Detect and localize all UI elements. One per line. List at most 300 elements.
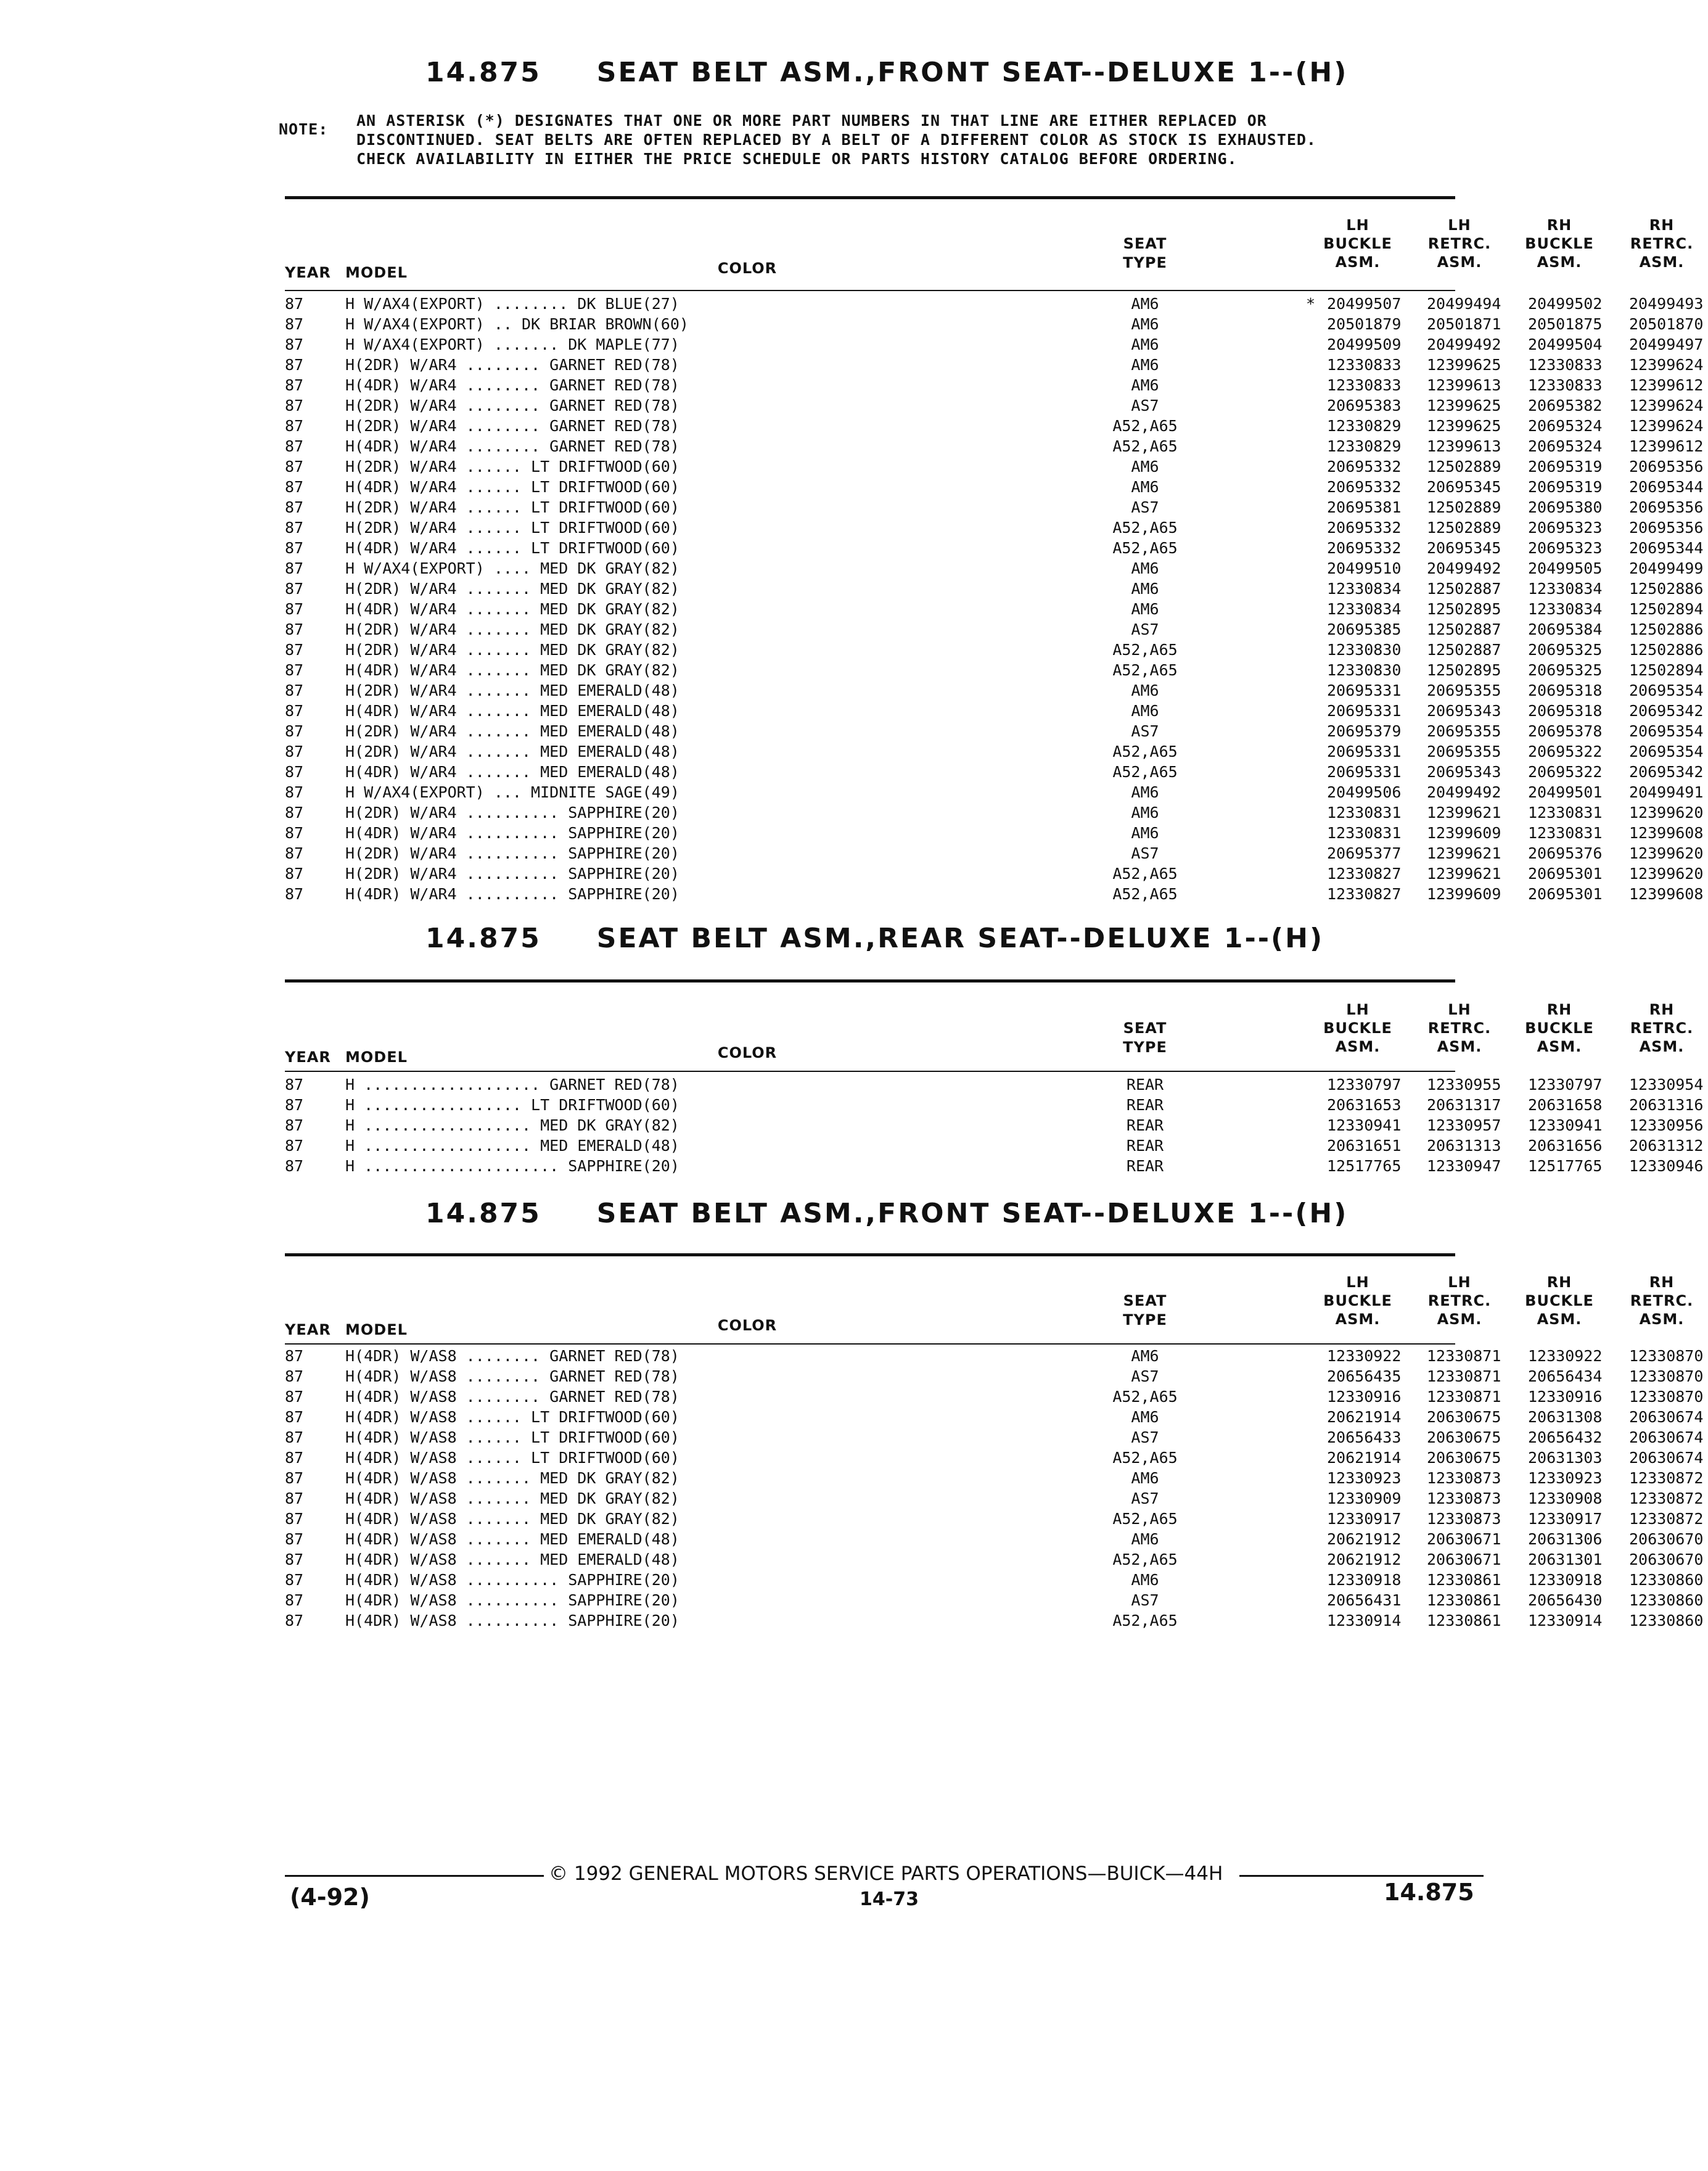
dot-leader: ....... bbox=[456, 1551, 541, 1568]
col-header-rh-retrc: RETRC. bbox=[1630, 1020, 1694, 1037]
rh-retrc-part: 20499499 bbox=[1629, 559, 1704, 577]
rh-retrc-part: 20499497 bbox=[1629, 336, 1704, 353]
seat-type-cell: AS7 bbox=[1131, 1591, 1159, 1609]
model-cell: H(4DR) W/AS8 bbox=[345, 1530, 457, 1548]
lh-retrc-part: 12502887 bbox=[1427, 580, 1501, 598]
model-cell: H bbox=[345, 1157, 355, 1175]
rh-retrc-part: 12502886 bbox=[1629, 580, 1704, 598]
dot-leader: ........ bbox=[456, 376, 550, 394]
year-cell: 87 bbox=[285, 315, 304, 333]
table-row bbox=[285, 580, 1704, 600]
color-cell: GARNET RED(78) bbox=[549, 1076, 680, 1094]
model-cell: H(2DR) W/AR4 bbox=[345, 722, 457, 740]
lh-buckle-part: 20695331 bbox=[1327, 702, 1402, 720]
model-cell: H(4DR) W/AS8 bbox=[345, 1571, 457, 1589]
year-cell: 87 bbox=[285, 397, 304, 414]
rh-retrc-part: 12330872 bbox=[1629, 1489, 1704, 1507]
year-cell: 87 bbox=[285, 865, 304, 883]
color-cell: MED DK GRAY(82) bbox=[540, 580, 680, 598]
lh-buckle-part: 12330923 bbox=[1327, 1469, 1402, 1487]
col-header-model: MODEL bbox=[345, 264, 408, 281]
color-cell: MED EMERALD(48) bbox=[540, 682, 680, 699]
rh-buckle-part: 12330831 bbox=[1528, 824, 1603, 842]
section-number: 14.875 bbox=[425, 57, 541, 88]
table-row bbox=[285, 539, 1704, 559]
model-color-cell bbox=[345, 1489, 1048, 1507]
lh-buckle-part: 20695377 bbox=[1327, 844, 1402, 862]
dot-leader: ...... bbox=[456, 498, 532, 516]
lh-retrc-part: 12502895 bbox=[1427, 600, 1501, 618]
lh-buckle-part: 12330833 bbox=[1327, 356, 1402, 374]
section-title-2 bbox=[425, 923, 1324, 954]
seat-type-cell: AM6 bbox=[1131, 478, 1159, 496]
seat-type-cell: AM6 bbox=[1131, 1530, 1159, 1548]
color-cell: LT DRIFTWOOD(60) bbox=[531, 458, 680, 476]
model-cell: H(2DR) W/AR4 bbox=[345, 844, 457, 862]
rh-retrc-part: 12502886 bbox=[1629, 620, 1704, 638]
col-header-seat: SEAT bbox=[1123, 1292, 1167, 1309]
year-cell: 87 bbox=[285, 458, 304, 476]
year-cell: 87 bbox=[285, 763, 304, 781]
asterisk-mark: * bbox=[1306, 295, 1316, 313]
rh-retrc-part: 20499493 bbox=[1629, 295, 1704, 313]
note-line: CHECK AVAILABILITY IN EITHER THE PRICE SCHEDULE OR PARTS HISTORY CATALOG BEFORE ORDERING. bbox=[356, 150, 1238, 168]
table-row bbox=[285, 1571, 1704, 1591]
rh-buckle-part: 20499505 bbox=[1528, 559, 1603, 577]
model-cell: H(4DR) W/AR4 bbox=[345, 702, 457, 720]
table-header bbox=[285, 210, 1694, 290]
model-cell: H(4DR) W/AS8 bbox=[345, 1388, 457, 1406]
lh-buckle-part: 12330909 bbox=[1327, 1489, 1402, 1507]
table-row bbox=[285, 336, 1704, 356]
footer-section-number: 14.875 bbox=[1384, 1879, 1474, 1906]
seat-type-cell: REAR bbox=[1126, 1076, 1164, 1094]
model-cell: H bbox=[345, 1076, 355, 1094]
footer-date: (4-92) bbox=[290, 1884, 370, 1911]
lh-buckle-part: 20695383 bbox=[1327, 397, 1402, 414]
rh-buckle-part: 20695324 bbox=[1528, 437, 1603, 455]
rh-buckle-part: 20631301 bbox=[1528, 1551, 1603, 1568]
lh-buckle-part: 20499506 bbox=[1327, 783, 1402, 801]
model-cell: H(4DR) W/AS8 bbox=[345, 1428, 457, 1446]
color-cell: MED EMERALD(48) bbox=[540, 1137, 680, 1155]
lh-buckle-part: 20695331 bbox=[1327, 743, 1402, 760]
seat-type-cell: AM6 bbox=[1131, 702, 1159, 720]
rh-retrc-part: 20695344 bbox=[1629, 539, 1704, 557]
year-cell: 87 bbox=[285, 1551, 304, 1568]
lh-buckle-part: 20695332 bbox=[1327, 539, 1402, 557]
dot-leader: ........ bbox=[456, 1367, 550, 1385]
year-cell: 87 bbox=[285, 1408, 304, 1426]
rh-buckle-part: 20695301 bbox=[1528, 885, 1603, 903]
color-cell: SAPPHIRE(20) bbox=[568, 885, 680, 903]
lh-retrc-part: 12330861 bbox=[1427, 1612, 1501, 1629]
rh-retrc-part: 12330870 bbox=[1629, 1388, 1704, 1406]
table-row bbox=[285, 356, 1704, 376]
lh-retrc-part: 20501871 bbox=[1427, 315, 1501, 333]
year-cell: 87 bbox=[285, 1157, 304, 1175]
lh-retrc-part: 20499492 bbox=[1427, 559, 1501, 577]
rh-retrc-part: 20631316 bbox=[1629, 1096, 1704, 1114]
color-cell: GARNET RED(78) bbox=[549, 397, 680, 414]
col-header-rh-retrc: ASM. bbox=[1639, 1311, 1685, 1328]
col-header-rh-buckle: RH bbox=[1546, 1274, 1572, 1291]
seat-type-cell: AM6 bbox=[1131, 315, 1159, 333]
table-row bbox=[285, 1469, 1704, 1489]
color-cell: SAPPHIRE(20) bbox=[568, 1591, 680, 1609]
lh-retrc-part: 20631317 bbox=[1427, 1096, 1501, 1114]
col-header-type: TYPE bbox=[1123, 1311, 1167, 1329]
rh-retrc-part: 20695354 bbox=[1629, 682, 1704, 699]
model-color-cell bbox=[345, 295, 1048, 313]
rh-retrc-part: 12399624 bbox=[1629, 417, 1704, 435]
rh-buckle-part: 20695301 bbox=[1528, 865, 1603, 883]
seat-type-cell: AS7 bbox=[1131, 397, 1159, 414]
model-cell: H(4DR) W/AR4 bbox=[345, 600, 457, 618]
model-cell: H W/AX4(EXPORT) bbox=[345, 559, 485, 577]
lh-buckle-part: 12330917 bbox=[1327, 1510, 1402, 1528]
seat-type-cell: AM6 bbox=[1131, 1347, 1159, 1365]
lh-retrc-part: 12502895 bbox=[1427, 661, 1501, 679]
rh-buckle-part: 20631306 bbox=[1528, 1530, 1603, 1548]
model-color-cell bbox=[345, 722, 1048, 740]
model-cell: H(4DR) W/AR4 bbox=[345, 376, 457, 394]
lh-buckle-part: 12330830 bbox=[1327, 641, 1402, 659]
year-cell: 87 bbox=[285, 1489, 304, 1507]
dot-leader: ....... bbox=[456, 682, 541, 699]
model-cell: H(4DR) W/AS8 bbox=[345, 1551, 457, 1568]
rh-retrc-part: 12399612 bbox=[1629, 376, 1704, 394]
model-color-cell bbox=[345, 1551, 1048, 1568]
note bbox=[279, 111, 1450, 168]
seat-type-cell: A52,A65 bbox=[1112, 885, 1178, 903]
rh-retrc-part: 20630674 bbox=[1629, 1408, 1704, 1426]
dot-leader: .......... bbox=[456, 804, 569, 822]
seat-type-cell: AM6 bbox=[1131, 356, 1159, 374]
model-cell: H(4DR) W/AS8 bbox=[345, 1347, 457, 1365]
rh-retrc-part: 12330954 bbox=[1629, 1076, 1704, 1094]
rh-buckle-part: 20695378 bbox=[1528, 722, 1603, 740]
lh-retrc-part: 12502889 bbox=[1427, 519, 1501, 537]
model-color-cell bbox=[345, 1530, 1048, 1548]
table-row bbox=[285, 620, 1704, 641]
rh-buckle-part: 20695323 bbox=[1528, 539, 1603, 557]
col-header-year: YEAR bbox=[285, 264, 331, 281]
model-cell: H(4DR) W/AS8 bbox=[345, 1612, 457, 1629]
rh-buckle-part: 20695319 bbox=[1528, 458, 1603, 476]
seat-type-cell: AS7 bbox=[1131, 1489, 1159, 1507]
col-header-type: TYPE bbox=[1123, 254, 1167, 271]
year-cell: 87 bbox=[285, 661, 304, 679]
year-cell: 87 bbox=[285, 1137, 304, 1155]
color-cell: GARNET RED(78) bbox=[549, 1388, 680, 1406]
lh-buckle-part: 20499507 bbox=[1327, 295, 1402, 313]
rh-retrc-part: 20630674 bbox=[1629, 1428, 1704, 1446]
dot-leader: .......... bbox=[456, 1571, 569, 1589]
dot-leader: .......... bbox=[456, 885, 569, 903]
lh-buckle-part: 20695332 bbox=[1327, 458, 1402, 476]
lh-retrc-part: 20695355 bbox=[1427, 722, 1501, 740]
color-cell: MED DK GRAY(82) bbox=[540, 1489, 680, 1507]
color-cell: GARNET RED(78) bbox=[549, 437, 680, 455]
rh-retrc-part: 12399620 bbox=[1629, 844, 1704, 862]
seat-type-cell: AM6 bbox=[1131, 783, 1159, 801]
divider bbox=[285, 979, 1455, 983]
dot-leader: ...... bbox=[456, 1449, 532, 1467]
model-color-cell bbox=[345, 498, 1048, 516]
year-cell: 87 bbox=[285, 1367, 304, 1385]
lh-retrc-part: 12399613 bbox=[1427, 376, 1501, 394]
dot-leader: ....... bbox=[456, 1469, 541, 1487]
note-line: AN ASTERISK (*) DESIGNATES THAT ONE OR MORE PART NUMBERS IN THAT LINE ARE EITHER REPLACED OR bbox=[356, 112, 1267, 130]
color-cell: SAPPHIRE(20) bbox=[568, 804, 680, 822]
table-row bbox=[285, 600, 1704, 620]
table-row bbox=[285, 1157, 1704, 1177]
model-color-cell bbox=[345, 1137, 1048, 1155]
dot-leader: ....... bbox=[456, 661, 541, 679]
model-color-cell bbox=[345, 1571, 1048, 1589]
year-cell: 87 bbox=[285, 743, 304, 760]
model-color-cell bbox=[345, 437, 1048, 455]
color-cell: MED DK GRAY(82) bbox=[540, 600, 680, 618]
table-row bbox=[285, 1388, 1704, 1408]
model-color-cell bbox=[345, 519, 1048, 537]
model-cell: H(2DR) W/AR4 bbox=[345, 397, 457, 414]
color-cell: MED DK GRAY(82) bbox=[540, 1469, 680, 1487]
lh-buckle-part: 20695385 bbox=[1327, 620, 1402, 638]
rh-buckle-part: 12330834 bbox=[1528, 600, 1603, 618]
col-header-year: YEAR bbox=[285, 1321, 331, 1338]
seat-type-cell: A52,A65 bbox=[1112, 763, 1178, 781]
color-cell: SAPPHIRE(20) bbox=[568, 824, 680, 842]
model-color-cell bbox=[345, 580, 1048, 598]
rh-retrc-part: 20501870 bbox=[1629, 315, 1704, 333]
color-cell: DK MAPLE(77) bbox=[568, 336, 680, 353]
seat-type-cell: AM6 bbox=[1131, 600, 1159, 618]
col-header-rh-buckle: BUCKLE bbox=[1525, 235, 1594, 252]
rh-buckle-part: 20631303 bbox=[1528, 1449, 1603, 1467]
seat-type-cell: REAR bbox=[1126, 1137, 1164, 1155]
year-cell: 87 bbox=[285, 1116, 304, 1134]
lh-retrc-part: 12502889 bbox=[1427, 458, 1501, 476]
col-header-model: MODEL bbox=[345, 1321, 408, 1338]
col-header-lh-retrc: ASM. bbox=[1437, 1311, 1482, 1328]
lh-retrc-part: 12330957 bbox=[1427, 1116, 1501, 1134]
rh-retrc-part: 20630674 bbox=[1629, 1449, 1704, 1467]
section-number: 14.875 bbox=[425, 1198, 541, 1229]
seat-type-cell: AM6 bbox=[1131, 804, 1159, 822]
table-row bbox=[285, 722, 1704, 743]
dot-leader: ........ bbox=[456, 397, 550, 414]
rh-buckle-part: 20695322 bbox=[1528, 763, 1603, 781]
color-cell: MED EMERALD(48) bbox=[540, 763, 680, 781]
col-header-lh-retrc: RETRC. bbox=[1427, 1292, 1492, 1309]
table-row bbox=[285, 1096, 1704, 1116]
col-header-lh-buckle: BUCKLE bbox=[1323, 1020, 1392, 1037]
lh-retrc-part: 20630671 bbox=[1427, 1551, 1501, 1568]
col-header-seat: SEAT bbox=[1123, 235, 1167, 252]
rh-buckle-part: 12330797 bbox=[1528, 1076, 1603, 1094]
table-row bbox=[285, 1116, 1704, 1137]
model-color-cell bbox=[345, 1347, 1048, 1365]
rh-retrc-part: 12330860 bbox=[1629, 1612, 1704, 1629]
divider bbox=[285, 1253, 1455, 1256]
lh-buckle-part: 20695332 bbox=[1327, 519, 1402, 537]
rh-retrc-part: 20695342 bbox=[1629, 702, 1704, 720]
dot-leader: ........ bbox=[484, 295, 578, 313]
year-cell: 87 bbox=[285, 1469, 304, 1487]
model-cell: H(2DR) W/AR4 bbox=[345, 804, 457, 822]
table-row bbox=[285, 498, 1704, 519]
model-color-cell bbox=[345, 336, 1048, 353]
model-color-cell bbox=[345, 620, 1048, 638]
color-cell: GARNET RED(78) bbox=[549, 356, 680, 374]
model-color-cell bbox=[345, 1408, 1048, 1426]
parts-table bbox=[285, 295, 1704, 905]
rh-buckle-part: 12330833 bbox=[1528, 356, 1603, 374]
lh-retrc-part: 20695345 bbox=[1427, 539, 1501, 557]
table-row bbox=[285, 437, 1704, 458]
dot-leader: .................. bbox=[355, 1137, 541, 1155]
rh-retrc-part: 20695356 bbox=[1629, 458, 1704, 476]
seat-type-cell: AM6 bbox=[1131, 336, 1159, 353]
section-title-3 bbox=[425, 1198, 1348, 1229]
rh-buckle-part: 20631656 bbox=[1528, 1137, 1603, 1155]
lh-buckle-part: 20695331 bbox=[1327, 682, 1402, 699]
table-row bbox=[285, 1347, 1704, 1367]
divider bbox=[285, 290, 1455, 291]
dot-leader: ....... bbox=[456, 641, 541, 659]
dot-leader: .......... bbox=[456, 824, 569, 842]
lh-retrc-part: 20631313 bbox=[1427, 1137, 1501, 1155]
year-cell: 87 bbox=[285, 1510, 304, 1528]
lh-buckle-part: 20656433 bbox=[1327, 1428, 1402, 1446]
color-cell: LT DRIFTWOOD(60) bbox=[531, 519, 680, 537]
year-cell: 87 bbox=[285, 620, 304, 638]
table-row bbox=[285, 295, 1704, 315]
seat-type-cell: AM6 bbox=[1131, 1571, 1159, 1589]
seat-type-cell: AM6 bbox=[1131, 559, 1159, 577]
rh-buckle-part: 20695318 bbox=[1528, 702, 1603, 720]
table-row bbox=[285, 702, 1704, 722]
seat-type-cell: A52,A65 bbox=[1112, 1510, 1178, 1528]
model-color-cell bbox=[345, 1469, 1048, 1487]
col-header-lh-retrc: RETRC. bbox=[1427, 1020, 1492, 1037]
col-header-rh-buckle: RH bbox=[1546, 1001, 1572, 1018]
table-row bbox=[285, 844, 1704, 865]
table-row bbox=[285, 1076, 1704, 1096]
rh-buckle-part: 12330922 bbox=[1528, 1347, 1603, 1365]
rh-retrc-part: 20630670 bbox=[1629, 1551, 1704, 1568]
table-row bbox=[285, 417, 1704, 437]
model-color-cell bbox=[345, 702, 1048, 720]
lh-retrc-part: 12330873 bbox=[1427, 1469, 1501, 1487]
color-cell: SAPPHIRE(20) bbox=[568, 1571, 680, 1589]
seat-type-cell: AS7 bbox=[1131, 1367, 1159, 1385]
dot-leader: ...... bbox=[456, 519, 532, 537]
year-cell: 87 bbox=[285, 600, 304, 618]
seat-type-cell: AS7 bbox=[1131, 498, 1159, 516]
year-cell: 87 bbox=[285, 682, 304, 699]
lh-retrc-part: 20630671 bbox=[1427, 1530, 1501, 1548]
year-cell: 87 bbox=[285, 844, 304, 862]
dot-leader: ....... bbox=[456, 620, 541, 638]
rh-buckle-part: 20501875 bbox=[1528, 315, 1603, 333]
rh-buckle-part: 20695380 bbox=[1528, 498, 1603, 516]
rh-buckle-part: 20631658 bbox=[1528, 1096, 1603, 1114]
lh-retrc-part: 20499494 bbox=[1427, 295, 1501, 313]
rh-buckle-part: 20695382 bbox=[1528, 397, 1603, 414]
table-row bbox=[285, 1510, 1704, 1530]
lh-buckle-part: 12330833 bbox=[1327, 376, 1402, 394]
seat-type-cell: A52,A65 bbox=[1112, 437, 1178, 455]
lh-retrc-part: 20695343 bbox=[1427, 702, 1501, 720]
color-cell: MED DK GRAY(82) bbox=[540, 641, 680, 659]
col-header-lh-retrc: ASM. bbox=[1437, 253, 1482, 271]
model-color-cell bbox=[345, 1612, 1048, 1629]
rh-retrc-part: 20695356 bbox=[1629, 498, 1704, 516]
model-cell: H(4DR) W/AS8 bbox=[345, 1367, 457, 1385]
year-cell: 87 bbox=[285, 437, 304, 455]
year-cell: 87 bbox=[285, 1612, 304, 1629]
col-header-lh-retrc: RETRC. bbox=[1427, 235, 1492, 252]
color-cell: DK BRIAR BROWN(60) bbox=[522, 315, 689, 333]
seat-type-cell: A52,A65 bbox=[1112, 865, 1178, 883]
rh-buckle-part: 20499504 bbox=[1528, 336, 1603, 353]
lh-buckle-part: 12517765 bbox=[1327, 1157, 1402, 1175]
col-header-lh-retrc: LH bbox=[1448, 1001, 1471, 1018]
model-cell: H(4DR) W/AS8 bbox=[345, 1408, 457, 1426]
lh-buckle-part: 12330914 bbox=[1327, 1612, 1402, 1629]
model-color-cell bbox=[345, 763, 1048, 781]
year-cell: 87 bbox=[285, 1530, 304, 1548]
footer-rule-left bbox=[285, 1875, 544, 1877]
table-row bbox=[285, 1408, 1704, 1428]
lh-buckle-part: 12330834 bbox=[1327, 580, 1402, 598]
model-cell: H(4DR) W/AR4 bbox=[345, 478, 457, 496]
footer-rule-right bbox=[1239, 1875, 1484, 1877]
divider bbox=[285, 1071, 1455, 1072]
rh-buckle-part: 20695318 bbox=[1528, 682, 1603, 699]
dot-leader: .......... bbox=[456, 1591, 569, 1609]
rh-retrc-part: 12330860 bbox=[1629, 1571, 1704, 1589]
seat-type-cell: AM6 bbox=[1131, 824, 1159, 842]
year-cell: 87 bbox=[285, 783, 304, 801]
rh-buckle-part: 20695376 bbox=[1528, 844, 1603, 862]
rh-retrc-part: 20695354 bbox=[1629, 722, 1704, 740]
col-header-lh-retrc: ASM. bbox=[1437, 1038, 1482, 1055]
table-row bbox=[285, 641, 1704, 661]
lh-retrc-part: 12330871 bbox=[1427, 1388, 1501, 1406]
model-color-cell bbox=[345, 682, 1048, 699]
model-color-cell bbox=[345, 1388, 1048, 1406]
model-cell: H(4DR) W/AS8 bbox=[345, 1449, 457, 1467]
col-header-type: TYPE bbox=[1123, 1039, 1167, 1056]
col-header-rh-buckle: BUCKLE bbox=[1525, 1020, 1594, 1037]
rh-buckle-part: 12330917 bbox=[1528, 1510, 1603, 1528]
table-row bbox=[285, 397, 1704, 417]
lh-retrc-part: 12330955 bbox=[1427, 1076, 1501, 1094]
dot-leader: ...... bbox=[456, 539, 532, 557]
table-row bbox=[285, 376, 1704, 397]
col-header-model: MODEL bbox=[345, 1048, 408, 1066]
rh-retrc-part: 12399620 bbox=[1629, 865, 1704, 883]
year-cell: 87 bbox=[285, 804, 304, 822]
dot-leader: ...... bbox=[456, 1428, 532, 1446]
color-cell: LT DRIFTWOOD(60) bbox=[531, 498, 680, 516]
model-cell: H(2DR) W/AR4 bbox=[345, 865, 457, 883]
model-color-cell bbox=[345, 1591, 1048, 1609]
